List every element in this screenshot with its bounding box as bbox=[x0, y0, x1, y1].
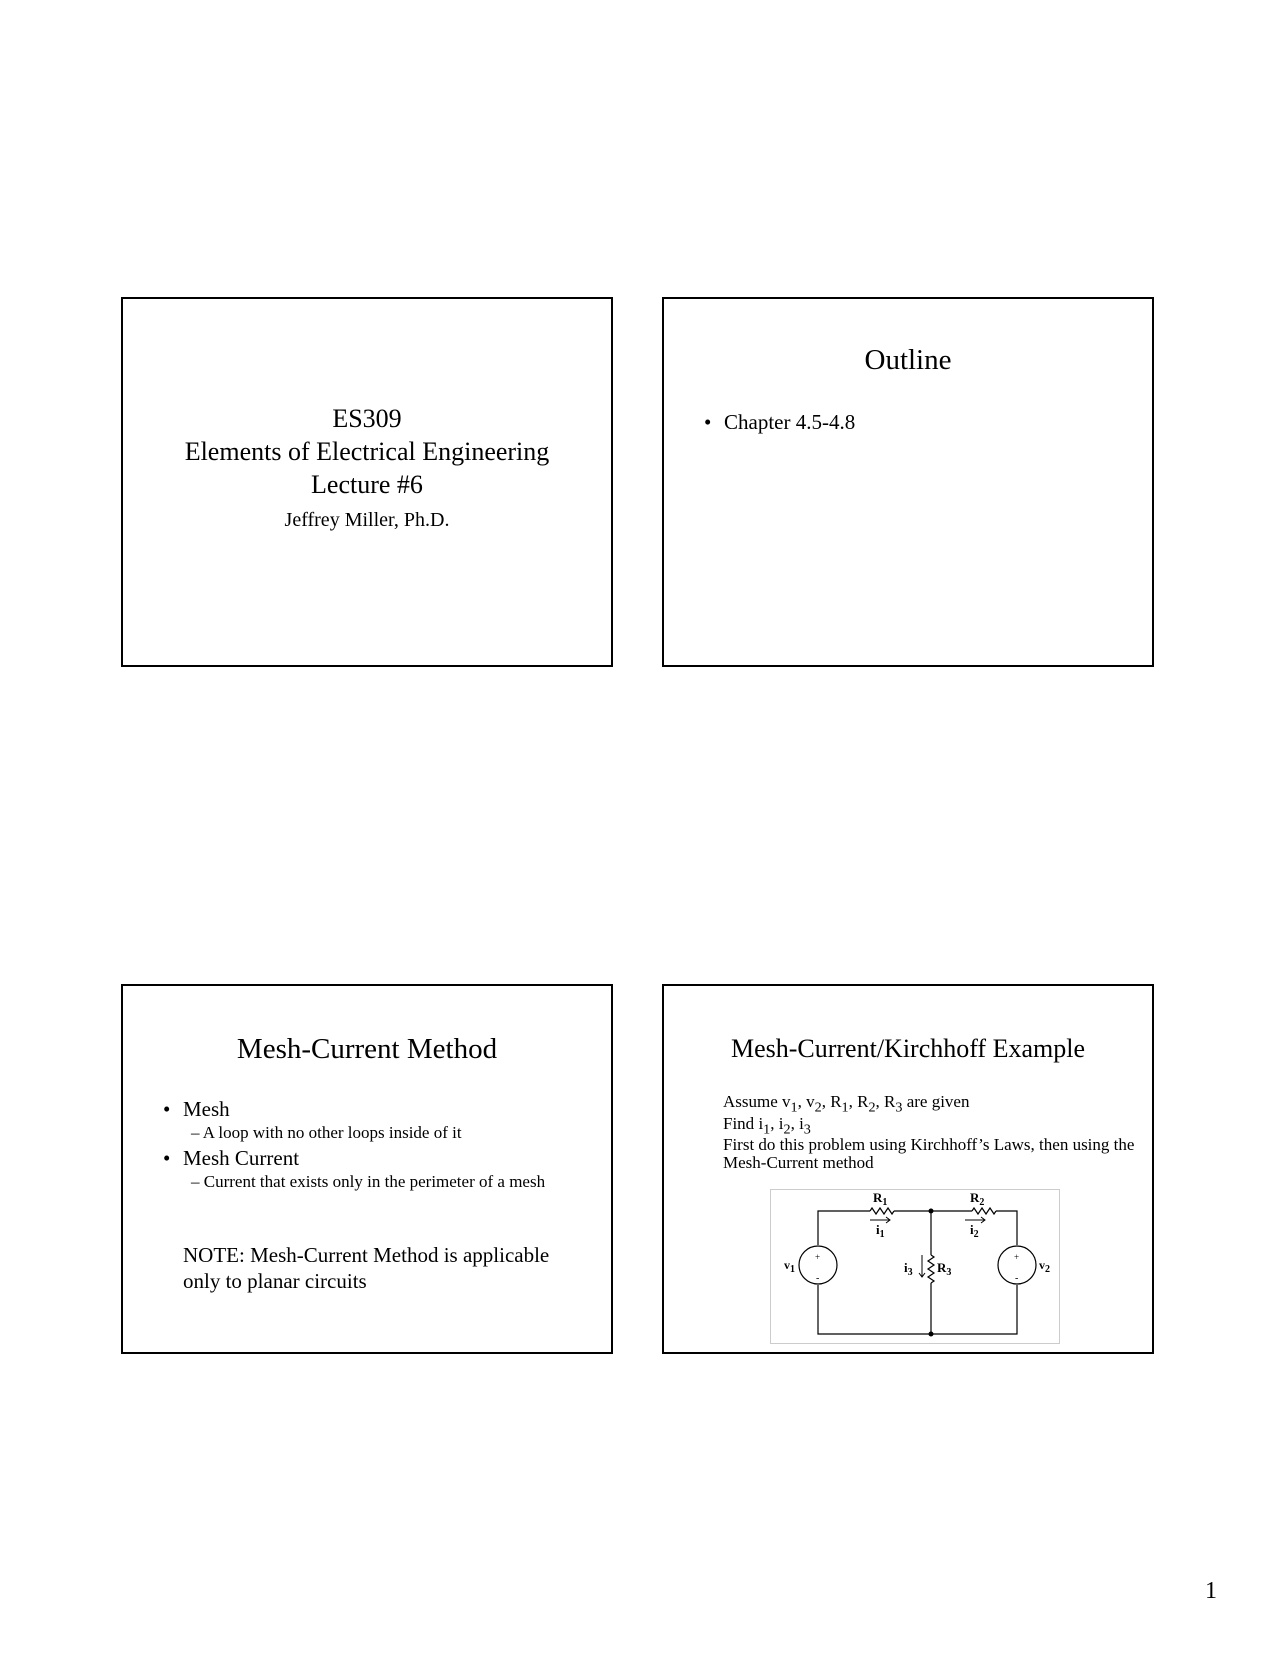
var-r3-sub: 3 bbox=[895, 1099, 903, 1116]
v1-plus-sign: + bbox=[815, 1252, 821, 1262]
var-v1: v bbox=[782, 1092, 791, 1111]
separator: , bbox=[875, 1092, 885, 1111]
separator: , bbox=[848, 1092, 858, 1111]
label-r3: $R_3$ bbox=[937, 1260, 952, 1278]
var-r2-sub: 2 bbox=[868, 1099, 876, 1116]
var-i2-sub: 2 bbox=[783, 1121, 791, 1138]
slide-outline bbox=[662, 297, 1154, 667]
course-name: Elements of Electrical Engineering bbox=[184, 437, 550, 466]
label-v1: $v_1$ bbox=[784, 1258, 795, 1275]
v2-plus-sign: + bbox=[1014, 1252, 1020, 1262]
slide-mesh-current-method bbox=[121, 984, 613, 1354]
var-v2: v bbox=[806, 1092, 815, 1111]
outline-bullet-item bbox=[704, 409, 855, 435]
find-prefix: Find bbox=[723, 1114, 759, 1133]
given-suffix: are given bbox=[902, 1092, 970, 1111]
var-r1: R bbox=[830, 1092, 842, 1111]
author-name: Jeffrey Miller, Ph.D. bbox=[284, 509, 450, 531]
separator: , bbox=[770, 1114, 779, 1133]
var-r2: R bbox=[857, 1092, 869, 1111]
given-prefix: Assume bbox=[723, 1092, 783, 1111]
planar-circuit-note: NOTE: Mesh-Current Method is applicable only to planar circuits bbox=[183, 1243, 550, 1293]
separator: , bbox=[821, 1092, 831, 1111]
var-i2: i bbox=[778, 1114, 784, 1133]
label-i2: $i_2$ bbox=[970, 1222, 979, 1240]
bullet-mesh-current-text: Mesh Current bbox=[183, 1146, 300, 1170]
var-i3: i bbox=[799, 1114, 804, 1133]
course-code: ES309 bbox=[332, 404, 402, 433]
sub-bullet-mesh-definition: – A loop with no other loops inside of it bbox=[191, 1123, 462, 1142]
page-number: 1 bbox=[1205, 1578, 1217, 1604]
v2-minus-sign: - bbox=[1015, 1273, 1019, 1284]
mesh-bullets bbox=[163, 1096, 583, 1194]
var-r3: R bbox=[884, 1092, 896, 1111]
bullet-mesh-current bbox=[163, 1145, 583, 1171]
var-v1-sub: 1 bbox=[790, 1099, 798, 1116]
circuit-diagram bbox=[770, 1189, 1060, 1344]
slide-kirchhoff-example bbox=[662, 984, 1154, 1354]
v1-minus-sign: - bbox=[816, 1273, 820, 1284]
node-dot-top bbox=[929, 1209, 934, 1214]
outline-bullets bbox=[704, 409, 855, 435]
label-r2: $R_2$ bbox=[970, 1190, 985, 1208]
lecture-number: Lecture #6 bbox=[311, 470, 423, 499]
separator: , bbox=[790, 1114, 800, 1133]
example-title: Mesh-Current/Kirchhoff Example bbox=[730, 1034, 1086, 1063]
bullet-mesh-text: Mesh bbox=[183, 1097, 230, 1121]
label-v2: $v_2$ bbox=[1039, 1258, 1050, 1275]
sub-bullet-mesh-current-definition: – Current that exists only in the perimeter of a mesh bbox=[191, 1172, 546, 1191]
var-i1: i bbox=[758, 1114, 764, 1133]
node-dot-bottom bbox=[929, 1332, 934, 1337]
bullet-mesh bbox=[163, 1096, 583, 1122]
var-i3-sub: 3 bbox=[803, 1121, 811, 1138]
outline-bullet-text: Chapter 4.5-4.8 bbox=[724, 410, 856, 434]
instruction-line: First do this problem using Kirchhoff’s Laws, then using the Mesh-Current method bbox=[723, 1135, 1135, 1172]
mesh-method-title: Mesh-Current Method bbox=[236, 1033, 498, 1065]
separator: , bbox=[797, 1092, 807, 1111]
outline-title: Outline bbox=[864, 344, 952, 376]
slide-title-page bbox=[121, 297, 613, 667]
lecture-title-block bbox=[123, 402, 611, 535]
var-r1-sub: 1 bbox=[841, 1099, 849, 1116]
var-i1-sub: 1 bbox=[763, 1121, 771, 1138]
label-i1: $i_1$ bbox=[876, 1222, 885, 1240]
var-v2-sub: 2 bbox=[814, 1099, 822, 1116]
label-r1: $R_1$ bbox=[873, 1190, 888, 1208]
label-i3: $i_3$ bbox=[904, 1260, 913, 1278]
